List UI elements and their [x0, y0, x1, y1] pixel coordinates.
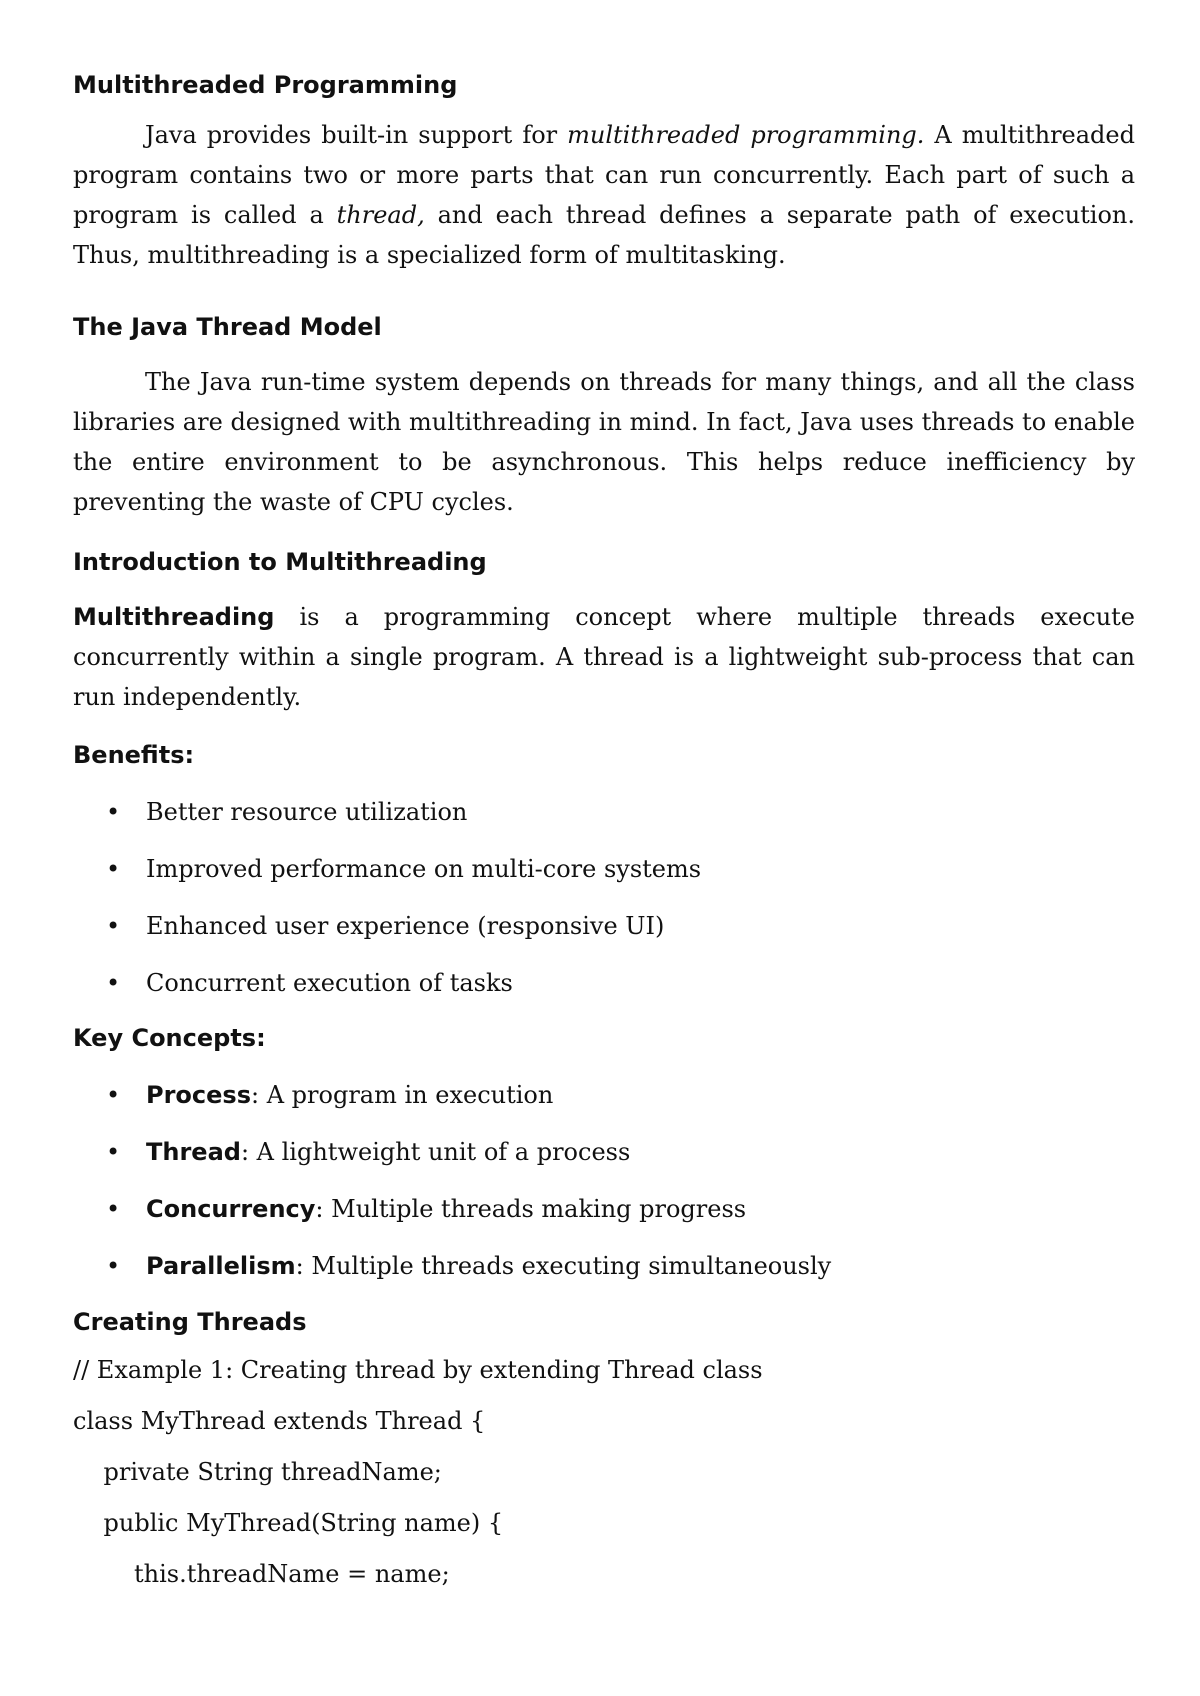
list-item: • Process: A program in execution — [73, 1080, 1135, 1137]
list-item: • Concurrent execution of tasks — [73, 968, 1135, 1025]
paragraph-introduction: Multithreading is a programming concept where multiple threads execute concurrently within a single program. A thread is a lightweight sub-process that can run independently. — [73, 603, 1135, 711]
code-line: class MyThread extends Thread { — [73, 1407, 486, 1435]
list-item: • Concurrency: Multiple threads making progress — [73, 1194, 1135, 1251]
code-example — [73, 1345, 1135, 1600]
paragraph-multithreaded-programming: Java provides built-in support for multithreaded programming. A multithreaded program contains two or more parts that can run concurrently. Each part of such a program is called a thread, and each thread defines a separate path of execution. Thus, multithreading is a specialized form of multitasking. — [73, 121, 1136, 269]
key-concepts-list — [73, 1080, 1135, 1308]
benefits-list — [73, 797, 1135, 1025]
heading-introduction: Introduction to Multithreading — [73, 548, 487, 576]
code-line: this.threadName = name; — [73, 1560, 450, 1588]
code-line: private String threadName; — [73, 1458, 442, 1486]
list-item: • Enhanced user experience (responsive UI) — [73, 911, 1135, 968]
heading-java-thread-model: The Java Thread Model — [73, 313, 382, 341]
list-item: • Thread: A lightweight unit of a process — [73, 1137, 1135, 1194]
code-line: // Example 1: Creating thread by extending Thread class — [73, 1356, 763, 1384]
code-line: public MyThread(String name) { — [73, 1509, 504, 1537]
list-item: • Improved performance on multi-core systems — [73, 854, 1135, 911]
list-item: • Better resource utilization — [73, 797, 1135, 854]
heading-creating-threads: Creating Threads — [73, 1308, 307, 1336]
heading-multithreaded-programming: Multithreaded Programming — [73, 71, 458, 99]
heading-benefits: Benefits: — [73, 741, 195, 769]
heading-key-concepts: Key Concepts: — [73, 1024, 266, 1052]
list-item: • Parallelism: Multiple threads executing simultaneously — [73, 1251, 1135, 1308]
paragraph-java-thread-model: The Java run-time system depends on threads for many things, and all the class libraries are designed with multithreading in mind. In fact, Java uses threads to enable the entire environment to be asynchronous. This helps reduce inefficiency by preventing the waste of CPU cycles. — [73, 368, 1135, 516]
